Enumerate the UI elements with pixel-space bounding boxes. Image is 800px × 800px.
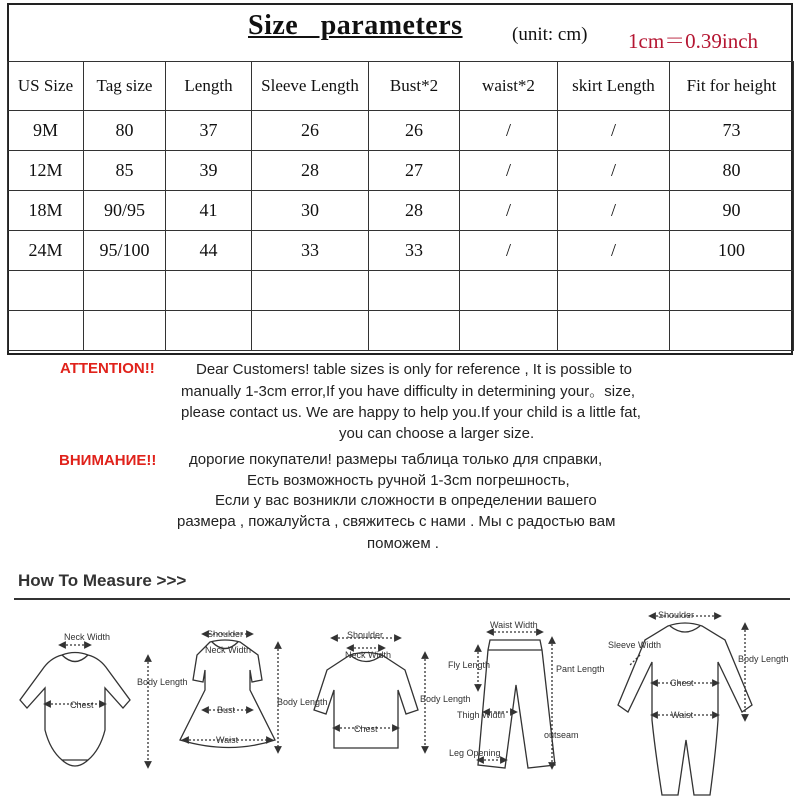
table-cell: 80 [670, 151, 794, 191]
column-header: Length [166, 62, 252, 111]
table-row-empty [8, 311, 794, 351]
label-body-length: Body Length [137, 677, 188, 687]
table-cell: / [558, 231, 670, 271]
column-header: Fit for height [670, 62, 794, 111]
table-cell: 9M [8, 111, 84, 151]
notice-ru-line: поможем . [367, 535, 439, 552]
table-cell: 26 [252, 111, 369, 151]
table-cell: / [558, 111, 670, 151]
attention-label: ATTENTION!! [60, 360, 155, 377]
table-cell: / [558, 151, 670, 191]
notice-en-line: Dear Customers! table sizes is only for reference , It is possible to [196, 361, 633, 378]
table-cell: 90 [670, 191, 794, 231]
label-bust: Bust [217, 705, 236, 715]
table-cell [369, 311, 460, 351]
table-cell: 18M [8, 191, 84, 231]
size-table [7, 61, 794, 351]
unit-label: (unit: cm) [512, 24, 588, 45]
table-cell [166, 271, 252, 311]
table-cell [369, 271, 460, 311]
table-cell: 30 [252, 191, 369, 231]
table-cell [8, 271, 84, 311]
unit-conversion: 1cm＝0.39inch [628, 29, 759, 53]
table-cell: 95/100 [84, 231, 166, 271]
table-cell: 41 [166, 191, 252, 231]
label-waist: Waist [671, 710, 694, 720]
table-cell: 39 [166, 151, 252, 191]
table-cell: 90/95 [84, 191, 166, 231]
table-cell: 73 [670, 111, 794, 151]
label-body-length: Body Length [277, 697, 328, 707]
table-cell: 28 [252, 151, 369, 191]
label-chest: Chest [670, 678, 694, 688]
label-outseam: outseam [544, 730, 579, 740]
label-sleeve-width: Sleeve Width [608, 640, 662, 650]
label-chest: Chest [70, 700, 94, 710]
table-header-row [8, 62, 794, 111]
table-cell: 28 [369, 191, 460, 231]
label-shoulder: Shoulder [207, 629, 244, 639]
table-cell: 24M [8, 231, 84, 271]
table-cell: / [558, 191, 670, 231]
table-cell [558, 311, 670, 351]
label-leg-opening: Leg Opening [449, 748, 501, 758]
table-cell: / [460, 111, 558, 151]
table-cell: 85 [84, 151, 166, 191]
table-cell [84, 271, 166, 311]
table-cell: 12M [8, 151, 84, 191]
notice-ru-line: Если у вас возникли сложности в определении вашего [215, 492, 597, 509]
table-row [8, 231, 794, 271]
label-body-length: Body Length [420, 694, 471, 704]
table-cell: 37 [166, 111, 252, 151]
how-to-measure-heading: How To Measure >>> [18, 571, 187, 590]
table-cell: 33 [369, 231, 460, 271]
table-cell [252, 311, 369, 351]
table-cell: 27 [369, 151, 460, 191]
label-fly-length: Fly Length [448, 660, 491, 670]
table-cell [670, 271, 794, 311]
table-row-empty [8, 271, 794, 311]
table-row [8, 151, 794, 191]
table-cell: 100 [670, 231, 794, 271]
table-cell: 33 [252, 231, 369, 271]
notice-en-line: please contact us. We are happy to help you.If your child is a little fat, [181, 404, 641, 421]
column-header: Sleeve Length [252, 62, 369, 111]
column-header: Bust*2 [369, 62, 460, 111]
table-cell: 26 [369, 111, 460, 151]
column-header: Tag size [84, 62, 166, 111]
table-cell: / [460, 151, 558, 191]
label-shoulder: Shoulder [658, 610, 695, 620]
table-row [8, 111, 794, 151]
page-title: Size parameters [248, 10, 463, 41]
attention-label-ru: ВНИМАНИЕ!! [59, 452, 157, 469]
label-waist-width: Waist Width [490, 620, 538, 630]
table-cell: / [460, 231, 558, 271]
table-cell: 80 [84, 111, 166, 151]
table-cell [670, 311, 794, 351]
table-cell: 44 [166, 231, 252, 271]
table-row [8, 191, 794, 231]
notice-ru-line: размера , пожалуйста , свяжитесь с нами . Мы с радостью вам [177, 513, 616, 530]
label-neck-width: Neck Width [205, 645, 252, 655]
column-header: waist*2 [460, 62, 558, 111]
label-shoulder: Shoulder [347, 630, 384, 640]
column-header: skirt Length [558, 62, 670, 111]
notice-ru-line: Есть возможность ручной 1-3cm погрешность, [247, 472, 570, 489]
label-pant-length: Pant Length [556, 664, 605, 674]
table-cell [558, 271, 670, 311]
notice-en-line: manually 1-3cm error,If you have difficulty in determining your。size, [181, 383, 636, 400]
measure-diagrams [0, 600, 800, 800]
column-header: US Size [8, 62, 84, 111]
notice-en-line: you can choose a larger size. [339, 425, 535, 442]
label-neck-width: Neck Width [345, 650, 392, 660]
table-cell [8, 311, 84, 351]
table-cell [166, 311, 252, 351]
label-thigh-width: Thigh Width [457, 710, 506, 720]
table-cell [252, 271, 369, 311]
label-neck-width: Neck Width [64, 632, 111, 642]
table-cell: / [460, 191, 558, 231]
label-waist: Waist [216, 735, 239, 745]
table-cell [460, 311, 558, 351]
label-body-length: Body Length [738, 654, 789, 664]
label-chest: Chest [354, 724, 378, 734]
notice-ru-line: дорогие покупатели! размеры таблица только для справки, [189, 451, 603, 468]
table-cell [84, 311, 166, 351]
table-cell [460, 271, 558, 311]
